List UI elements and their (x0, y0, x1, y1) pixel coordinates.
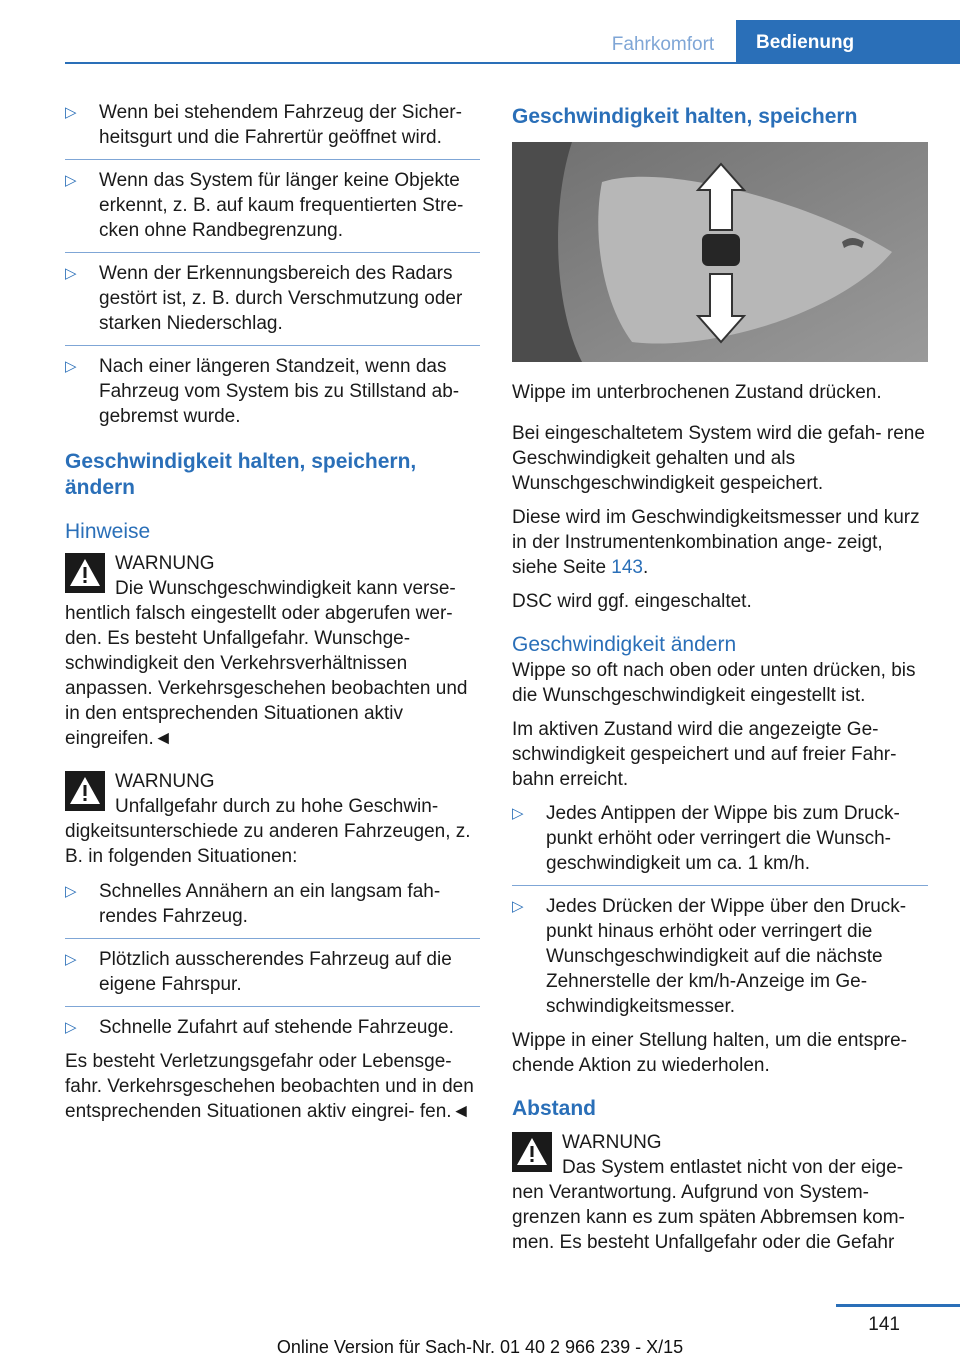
warning-title: WARNUNG (115, 553, 215, 574)
bullet-triangle-icon: ▷ (512, 805, 524, 822)
bullet-triangle-icon: ▷ (65, 358, 77, 375)
list-item-text: Plötzlich ausscherendes Fahrzeug auf die eigene Fahrspur. (99, 949, 452, 995)
divider (65, 345, 480, 346)
warning-title: WARNUNG (115, 771, 215, 792)
paragraph-text: Diese wird im Geschwindigkeitsmesser und kurz in der Instrumentenkombination ange‐ zeigt, siehe Seite (512, 507, 920, 578)
list-item (512, 894, 928, 1019)
list-item (65, 947, 480, 997)
paragraph: Wippe im unterbrochenen Zustand drücken. (512, 382, 882, 403)
bullet-triangle-icon: ▷ (65, 104, 77, 121)
list-item (65, 1015, 480, 1040)
page-number-rule (836, 1304, 960, 1307)
bullet-triangle-icon: ▷ (65, 172, 77, 189)
paragraph-text: . (643, 557, 649, 578)
divider (65, 159, 480, 160)
list-item-text: Wenn bei stehendem Fahrzeug der Sicher‐ heitsgurt und die Fahrertür geöffnet wird. (99, 102, 462, 148)
left-column (65, 100, 480, 1133)
paragraph: Wippe so oft nach oben oder unten drücken, bis die Wunschgeschwindigkeit eingestellt ist. (512, 660, 916, 706)
steering-wheel-rocker-photo (512, 142, 928, 362)
footer-text: Online Version für Sach-Nr. 01 40 2 966 239 - X/15 (276, 1337, 684, 1357)
list-item (65, 354, 480, 429)
bullet-triangle-icon: ▷ (65, 883, 77, 900)
list-item (65, 168, 480, 243)
warning-icon (65, 553, 105, 593)
paragraph: Wippe in einer Stellung halten, um die entspre‐ chende Aktion zu wiederholen. (512, 1030, 908, 1076)
warning-text: Das System entlastet nicht von der eige‐ nen Verantwortung. Aufgrund von System‐ grenzen kann es zum späten Abbremsen kom‐ men. Es besteht Unfallgefahr oder die Gefahr (512, 1157, 905, 1253)
list-item (65, 261, 480, 336)
header-tab-fahrkomfort: Fahrkomfort (611, 34, 715, 55)
subsection-heading: Geschwindigkeit ändern (512, 633, 737, 656)
list-item-text: Wenn das System für länger keine Objekte erkennt, z. B. auf kaum frequentierten Stre‐ cken ohne Randbegrenzung. (99, 170, 464, 241)
list-item-text: Jedes Drücken der Wippe über den Druck‐ punkt hinaus erhöht oder verringert die Wunschgeschwindigkeit auf die nächste Zehnerstelle der km/h-Anzeige im Ge‐ schwindigkeitsmesser. (546, 896, 907, 1017)
divider (65, 1006, 480, 1007)
section-heading: Geschwindigkeit halten, speichern, ändern (65, 450, 417, 499)
list-item-text: Schnelle Zufahrt auf stehende Fahrzeuge. (99, 1017, 454, 1038)
list-item (65, 100, 480, 150)
paragraph (512, 505, 928, 580)
subsection-heading: Hinweise (65, 520, 151, 543)
right-column (512, 100, 928, 1255)
header-rule (65, 62, 960, 64)
bullet-triangle-icon: ▷ (65, 951, 77, 968)
page-number: 141 (868, 1314, 900, 1335)
warning-icon (512, 1132, 552, 1172)
divider (512, 885, 928, 886)
list-item-text: Wenn der Erkennungsbereich des Radars gestört ist, z. B. durch Verschmutzung oder starken Niederschlag. (99, 263, 463, 334)
header-tab-bedienung: Bedienung (736, 20, 960, 62)
divider (65, 252, 480, 253)
paragraph: Im aktiven Zustand wird die angezeigte Ge‐ schwindigkeit gespeichert und auf freier Fahr‐ bahn erreicht. (512, 719, 897, 790)
list-item-text: Jedes Antippen der Wippe bis zum Druck‐ punkt erhöht oder verringert die Wunsch‐ geschwindigkeit um ca. 1 km/h. (546, 803, 900, 874)
warning-title: WARNUNG (562, 1132, 662, 1153)
warning-block (65, 551, 480, 576)
warning-text: Die Wunschgeschwindigkeit kann verse‐ hentlich falsch eingestellt oder abgerufen wer‐ den. Es besteht Unfallgefahr. Wunschge‐ schwindigkeit den Verkehrsverhältnissen anpassen. Verkehrsgeschehen beobachten und in den entsprechenden Situationen aktiv eingreifen.◄ (65, 578, 468, 749)
list-item-text: Schnelles Annähern an ein langsam fah‐ rendes Fahrzeug. (99, 881, 441, 927)
section-heading: Geschwindigkeit halten, speichern (512, 105, 858, 128)
bullet-triangle-icon: ▷ (65, 265, 77, 282)
paragraph: DSC wird ggf. eingeschaltet. (512, 591, 752, 612)
page-link[interactable]: 143 (611, 557, 643, 578)
list-item (512, 801, 928, 876)
warning-block (65, 769, 480, 794)
paragraph: Bei eingeschaltetem System wird die gefah‐ rene Geschwindigkeit gehalten und als Wunschgeschwindigkeit gespeichert. (512, 423, 925, 494)
divider (65, 938, 480, 939)
bullet-triangle-icon: ▷ (65, 1019, 77, 1036)
bullet-triangle-icon: ▷ (512, 898, 524, 915)
closing-paragraph: Es besteht Verletzungsgefahr oder Lebensge‐ fahr. Verkehrsgeschehen beobachten und in den entsprechenden Situationen aktiv eingrei‐ fen.◄ (65, 1051, 474, 1122)
list-item (65, 879, 480, 929)
warning-text: Unfallgefahr durch zu hohe Geschwin‐ digkeitsunterschiede zu anderen Fahrzeugen, z. B. in folgenden Situationen: (65, 796, 471, 867)
section-heading: Abstand (512, 1097, 596, 1120)
warning-block (512, 1130, 928, 1155)
warning-icon (65, 771, 105, 811)
list-item-text: Nach einer längeren Standzeit, wenn das Fahrzeug vom System bis zu Stillstand ab‐ gebremst wurde. (99, 356, 460, 427)
